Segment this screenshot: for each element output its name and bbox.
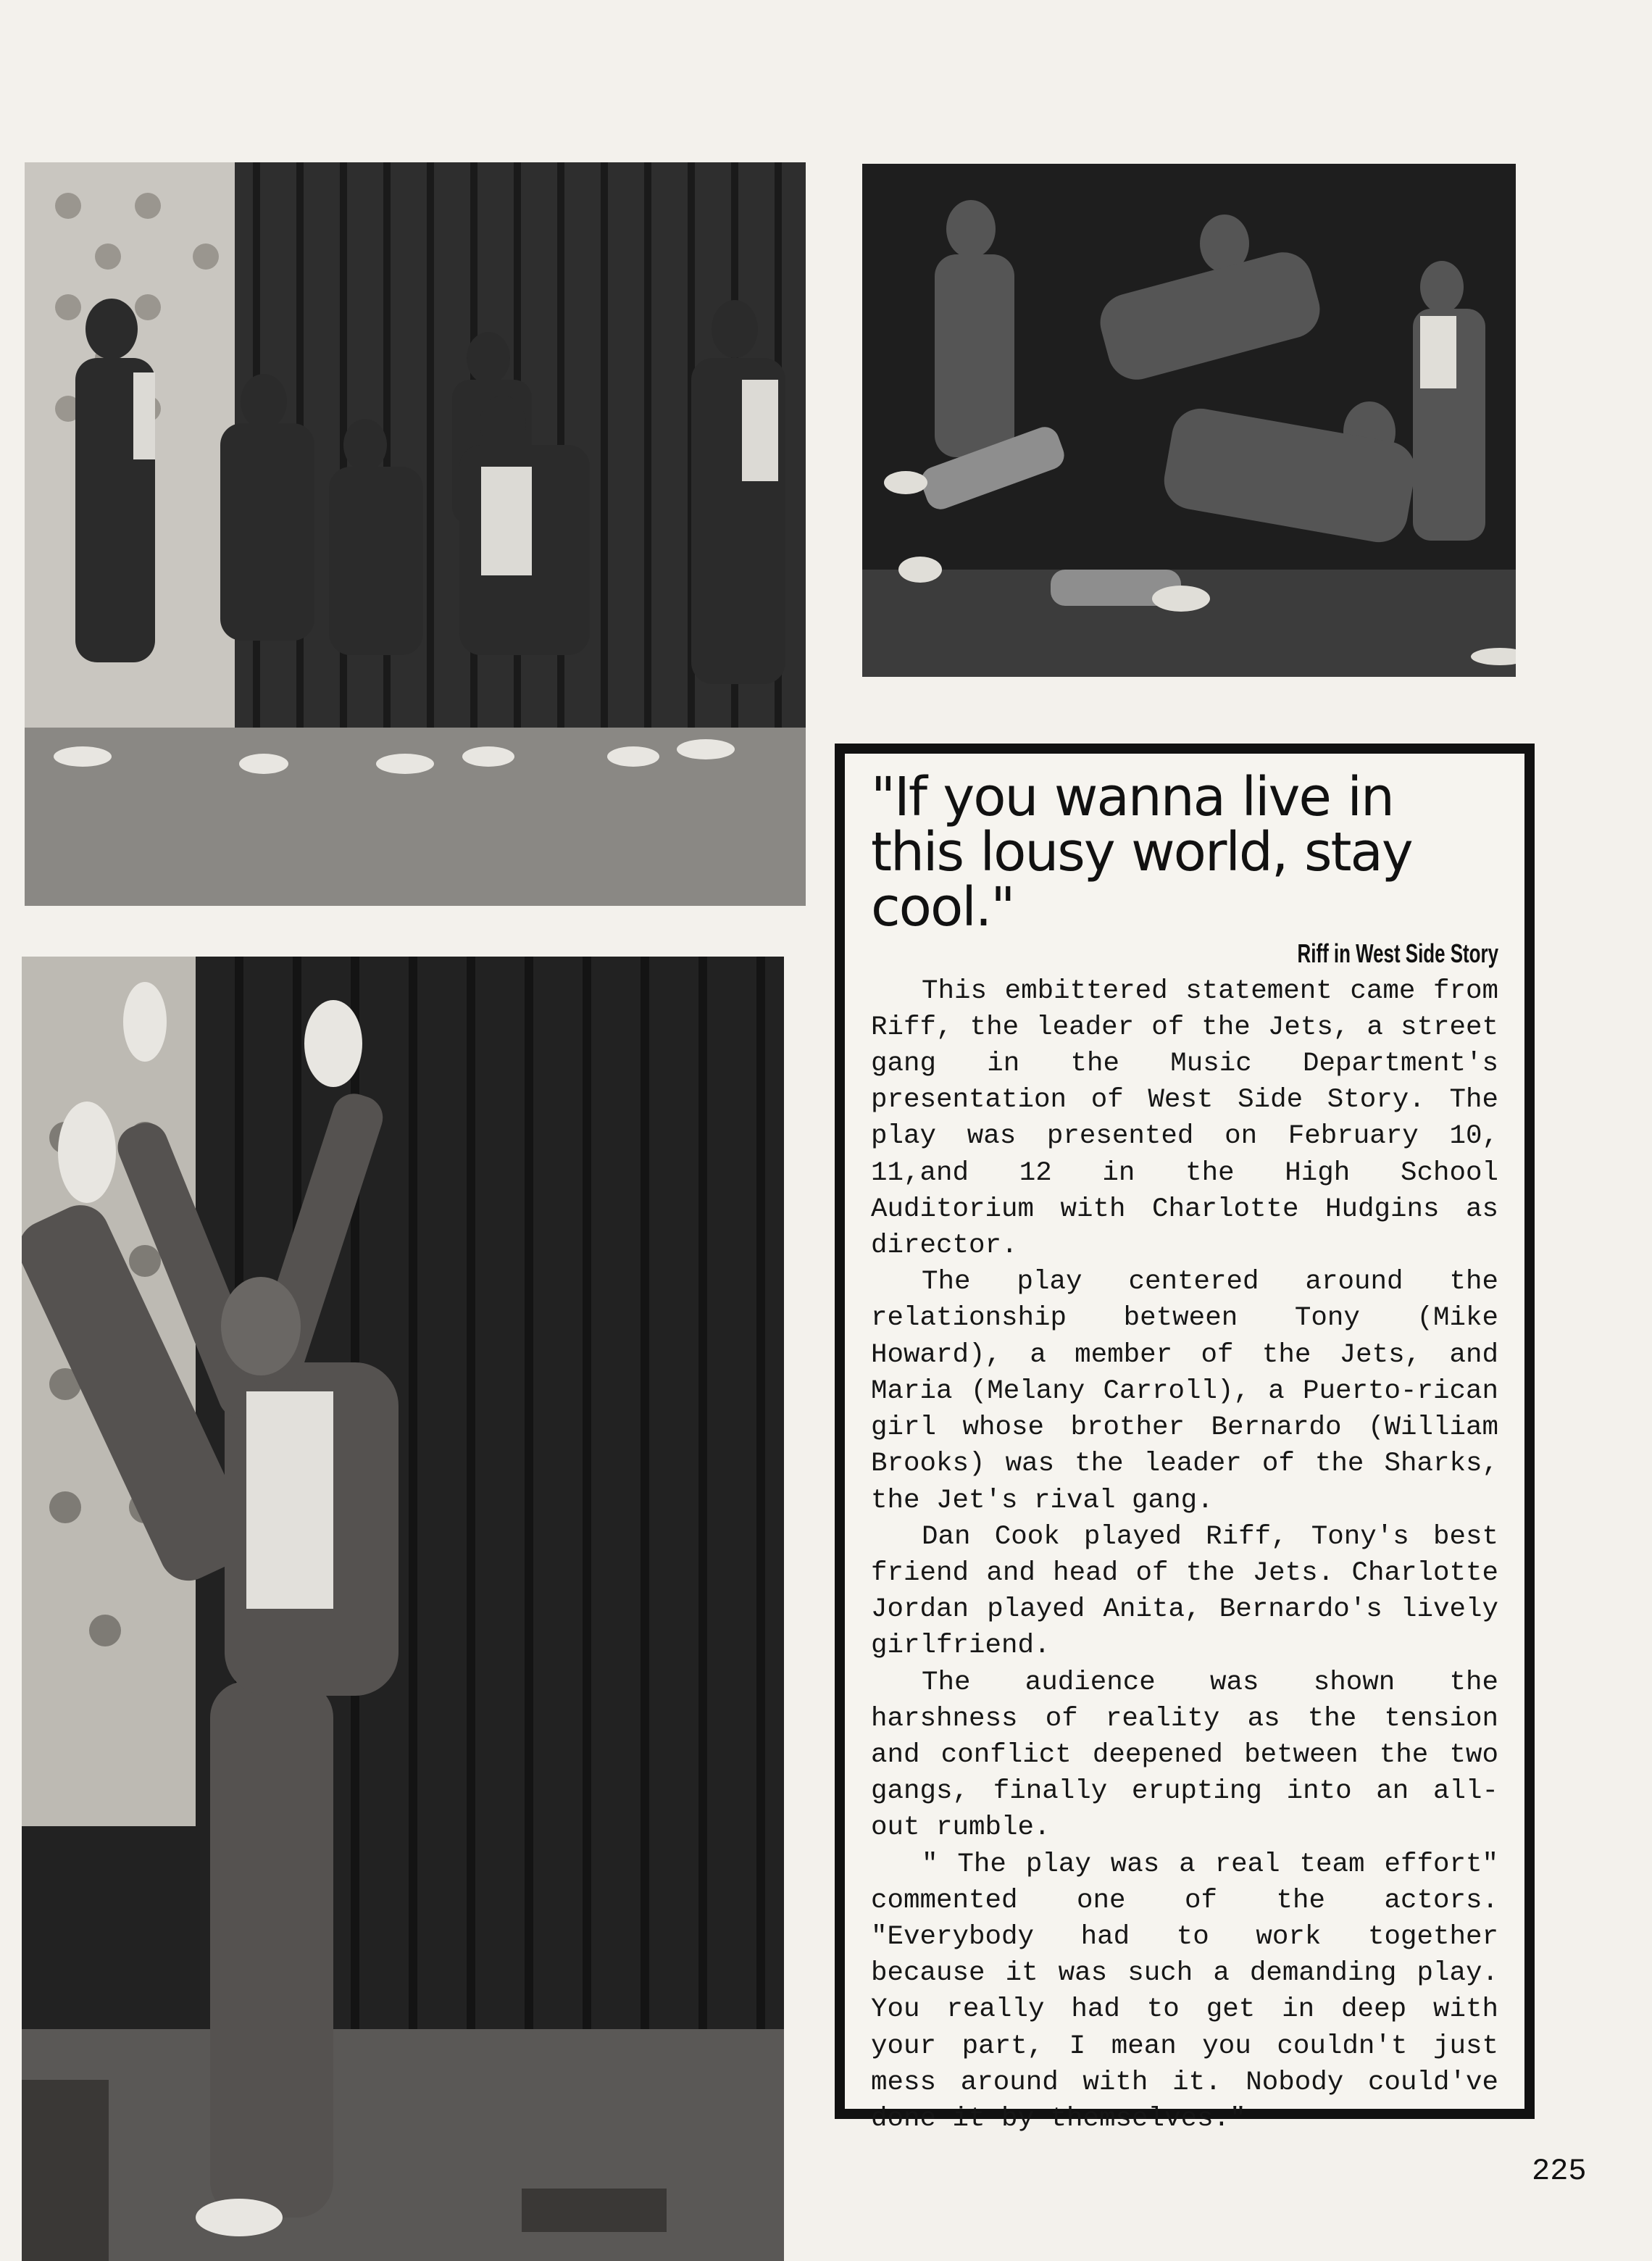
paragraph: " The play was a real team effort" commented one of the actors. "Everybody had to work together because it was such a demanding play. You really had to get in deep with your part, I mean you couldn't just mess around with it. Nobody could've done it by themselves." [871, 1849, 1498, 2134]
headline: "If you wanna live in this lousy world, stay cool." [871, 766, 1412, 939]
page-number: 225 [1532, 2154, 1587, 2189]
article-box [835, 744, 1535, 2134]
photo-dancers-lunging [862, 164, 1516, 677]
paragraph: The play centered around the relationship between Tony (Mike Howard), a member of the Jets, and Maria (Melany Carroll), a Puerto-rican girl whose brother Bernardo (William Brooks) was the leader of the Sharks, the Jet's rival gang. [871, 1267, 1498, 1516]
paragraph: Dan Cook played Riff, Tony's best friend and head of the Jets. Charlotte Jordan played Anita, Bernardo's lively girlfriend. [871, 1521, 1498, 1662]
article-body [871, 973, 1498, 2138]
paragraph: This embittered statement came from Riff, the leader of the Jets, a street gang in the Music Department's presentation of West Side Story. The play was presented on February 10, 11,and 12 in the High School Auditorium with Charlotte Hudgins as director. [871, 975, 1498, 1262]
photo-gang-at-table [25, 162, 806, 906]
byline: Riff in West Side Story [1297, 938, 1498, 968]
paragraph: The audience was shown the harshness of reality as the tension and conflict deepened between the two gangs, finally erupting into an all-out rumble. [871, 1667, 1498, 1844]
photo-dancer-high-kick [22, 957, 784, 2261]
